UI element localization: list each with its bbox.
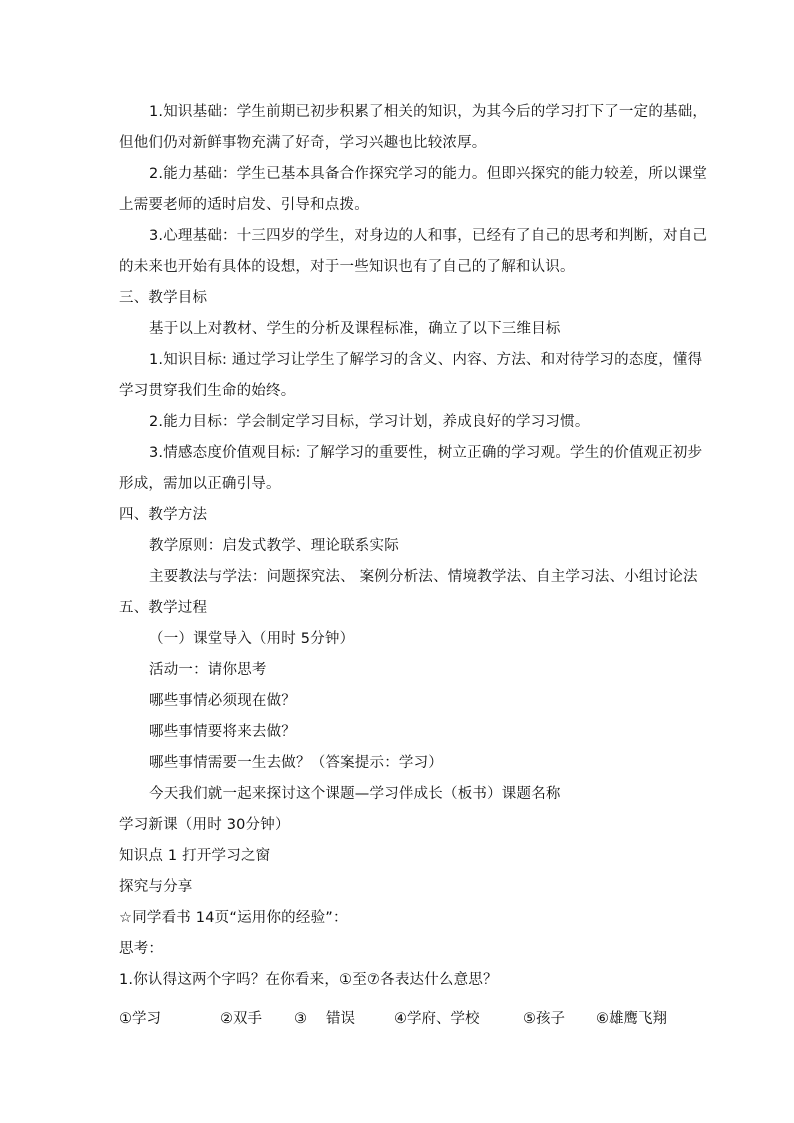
goals-intro: 基于以上对教材、学生的分析及课程标准，确立了以下三维目标 — [149, 321, 561, 337]
section-heading-teaching-methods: 四、教学方法 — [119, 507, 208, 523]
subsection-class-intro: （一）课堂导入（用时 5分钟） — [149, 631, 355, 647]
read-book-instruction: ☆同学看书 14页“运用你的经验”： — [119, 910, 348, 926]
paragraph-ability-base-line1: 2.能力基础：学生已基本具备合作探究学习的能力。但即兴探究的能力较差，所以课堂 — [149, 166, 708, 182]
explore-share: 探究与分享 — [119, 879, 193, 895]
think-question-1: 1.你认得这两个字吗？在你看来，①至⑦各表达什么意思？ — [119, 972, 498, 988]
question-lifetime: 哪些事情需要一生去做？（答案提示：学习） — [149, 755, 443, 771]
option-6: ⑥雄鹰飞翔 — [596, 1011, 667, 1027]
topic-intro: 今天我们就一起来探讨这个课题—学习伴成长（板书）课题名称 — [149, 786, 561, 802]
option-3-text: 错误 — [326, 1011, 355, 1027]
option-5: ⑤孩子 — [523, 1011, 565, 1027]
paragraph-psychology-base-line1: 3.心理基础：十三四岁的学生，对身边的人和事，已经有了自己的思考和判断，对自己 — [149, 228, 708, 244]
teaching-methods-list: 主要教法与学法：问题探究法、 案例分析法、情境教学法、自主学习法、小组讨论法 — [149, 569, 698, 585]
knowledge-point-1: 知识点 1 打开学习之窗 — [119, 848, 271, 864]
option-4: ④学府、学校 — [394, 1011, 480, 1027]
think-label: 思考： — [119, 941, 164, 957]
new-lesson-heading: 学习新课（用时 30分钟） — [119, 817, 290, 833]
question-now: 哪些事情必须现在做？ — [149, 693, 296, 709]
paragraph-ability-base-line2: 上需要老师的适时启发、引导和点拨。 — [119, 197, 369, 213]
section-heading-teaching-goals: 三、教学目标 — [119, 290, 208, 306]
goal-ability: 2.能力目标：学会制定学习目标，学习计划，养成良好的学习习惯。 — [149, 414, 590, 430]
goal-knowledge-line2: 学习贯穿我们生命的始终。 — [119, 383, 296, 399]
teaching-principle: 教学原则：启发式教学、理论联系实际 — [149, 538, 399, 554]
option-2: ②双手 — [220, 1011, 262, 1027]
goal-emotion-line2: 形成，需加以正确引导。 — [119, 476, 281, 492]
goal-emotion-line1: 3.情感态度价值观目标: 了解学习的重要性，树立正确的学习观。学生的价值观正初步 — [149, 445, 703, 461]
section-heading-teaching-process: 五、教学过程 — [119, 600, 208, 616]
paragraph-knowledge-base-line2: 但他们仍对新鲜事物充满了好奇，学习兴趣也比较浓厚。 — [119, 135, 487, 151]
goal-knowledge-line1: 1.知识目标: 通过学习让学生了解学习的含义、内容、方法、和对待学习的态度，懂得 — [149, 352, 703, 368]
option-3: ③ — [294, 1011, 307, 1027]
paragraph-psychology-base-line2: 的未来也开始有具体的设想，对于一些知识也有了自己的了解和认识。 — [119, 259, 575, 275]
question-future: 哪些事情要将来去做？ — [149, 724, 296, 740]
activity-one: 活动一：请你思考 — [149, 662, 267, 678]
options-row — [119, 1009, 679, 1029]
option-1: ①学习 — [119, 1011, 161, 1027]
paragraph-knowledge-base-line1: 1.知识基础：学生前期已初步积累了相关的知识，为其今后的学习打下了一定的基础， — [149, 104, 708, 120]
